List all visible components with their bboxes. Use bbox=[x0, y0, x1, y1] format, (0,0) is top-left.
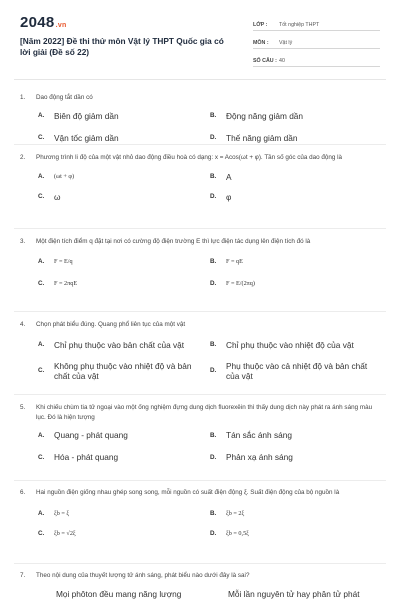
question-divider bbox=[14, 228, 386, 229]
exam-title: [Năm 2022] Đề thi thử môn Vật lý THPT Quốc gia có lời giải (Đề số 22) bbox=[20, 36, 224, 57]
option-label: D. bbox=[210, 453, 217, 461]
question-1 bbox=[20, 93, 382, 151]
meta-row-count bbox=[253, 52, 380, 67]
option-label: C. bbox=[38, 366, 45, 374]
option-text: Mỗi lần nguyên tử hay phân tử phát bbox=[228, 588, 360, 599]
question-text: Một điện tích điểm q đặt tại nơi có cường độ điện trường E thì lực điện tác dụng lên điện tích đó là bbox=[36, 238, 311, 245]
meta-key: SỐ CÂU : bbox=[253, 58, 277, 64]
question-text: Chọn phát biểu đúng. Quang phổ liên tục của một vật bbox=[36, 321, 186, 328]
question-2 bbox=[20, 153, 382, 212]
option-text: F = E/(2πq) bbox=[226, 279, 255, 287]
option-label: A. bbox=[38, 258, 45, 265]
meta-row-class bbox=[253, 16, 380, 31]
option-c[interactable] bbox=[38, 192, 203, 202]
question-number: 6. bbox=[20, 489, 26, 496]
option-a[interactable] bbox=[38, 111, 203, 121]
option-label: D. bbox=[210, 134, 217, 141]
option-label: A. bbox=[38, 431, 45, 439]
option-text: F = 2πqE bbox=[54, 279, 78, 287]
option-d[interactable] bbox=[210, 529, 375, 539]
header-divider bbox=[14, 79, 386, 80]
option-b[interactable] bbox=[228, 589, 393, 599]
logo-suffix: .vn bbox=[55, 22, 67, 29]
option-label: B. bbox=[210, 112, 217, 119]
option-text: F = E/q bbox=[54, 257, 73, 265]
option-label: B. bbox=[210, 341, 217, 348]
option-text: ω bbox=[54, 191, 61, 202]
answer-options bbox=[20, 257, 382, 297]
option-text: F = qE bbox=[226, 257, 243, 265]
option-label: A. bbox=[38, 173, 45, 180]
answer-options bbox=[20, 430, 382, 470]
option-b[interactable] bbox=[210, 172, 375, 182]
answer-options bbox=[20, 589, 382, 603]
option-label: C. bbox=[38, 453, 45, 461]
option-label: B. bbox=[210, 173, 217, 180]
option-b[interactable] bbox=[210, 111, 375, 121]
option-a[interactable] bbox=[38, 430, 203, 440]
option-d[interactable] bbox=[210, 192, 375, 202]
option-b[interactable] bbox=[210, 430, 375, 440]
question-4 bbox=[20, 320, 382, 392]
option-c[interactable] bbox=[38, 361, 203, 381]
option-b[interactable] bbox=[210, 340, 375, 350]
question-number: 2. bbox=[20, 154, 26, 161]
option-c[interactable] bbox=[38, 279, 203, 289]
option-label: B. bbox=[210, 258, 217, 265]
question-3 bbox=[20, 237, 382, 297]
option-label: A. bbox=[38, 341, 45, 348]
option-d[interactable] bbox=[210, 361, 375, 381]
option-b[interactable] bbox=[210, 509, 375, 519]
option-c[interactable] bbox=[38, 529, 203, 539]
answer-options bbox=[20, 340, 382, 392]
option-label: C. bbox=[38, 134, 45, 141]
question-stem bbox=[20, 153, 382, 163]
question-divider bbox=[14, 311, 386, 312]
question-text: Hai nguồn điện giống nhau ghép song song, mỗi nguồn có suất điện động ξ. Suất điện động của bộ nguồn là bbox=[36, 489, 340, 496]
option-c[interactable] bbox=[38, 452, 203, 462]
option-d[interactable] bbox=[210, 452, 375, 462]
option-label: A. bbox=[38, 510, 45, 517]
question-number: 1. bbox=[20, 94, 26, 101]
meta-value: Vật lý bbox=[279, 40, 293, 46]
option-text: Tán sắc ánh sáng bbox=[226, 430, 292, 440]
option-label: D. bbox=[210, 530, 217, 537]
question-stem bbox=[20, 237, 382, 247]
site-logo[interactable] bbox=[20, 14, 67, 31]
option-label: D. bbox=[210, 366, 217, 374]
question-divider bbox=[14, 563, 386, 564]
meta-value: Tốt nghiệp THPT bbox=[279, 22, 320, 28]
option-d[interactable] bbox=[210, 279, 375, 289]
option-text: Không phụ thuộc vào nhiệt độ và bản chất của vật bbox=[54, 360, 192, 381]
option-d[interactable] bbox=[210, 133, 375, 143]
document-header bbox=[20, 14, 380, 64]
option-label: C. bbox=[38, 530, 45, 537]
question-text: Khi chiếu chùm tia tử ngoại vào một ống nghiệm đựng dung dịch fluorexêin thì thấy dung dịch này phát ra ánh sáng màu lục. Đó là hiện tượng bbox=[36, 404, 373, 421]
question-stem bbox=[20, 320, 382, 330]
option-text: Quang - phát quang bbox=[54, 430, 128, 440]
question-6 bbox=[20, 488, 382, 549]
option-text: Thế năng giảm dần bbox=[226, 132, 298, 143]
option-text: Động năng giảm dần bbox=[226, 110, 304, 121]
option-text: Chỉ phụ thuộc vào nhiệt độ của vật bbox=[226, 339, 354, 350]
option-text: ξb = √2ξ bbox=[54, 529, 76, 537]
option-text: ξb = ξ bbox=[54, 509, 70, 517]
option-a[interactable] bbox=[38, 257, 203, 267]
exam-meta bbox=[253, 16, 380, 70]
option-label: C. bbox=[38, 193, 45, 200]
question-divider bbox=[14, 480, 386, 481]
question-text: Theo nội dung của thuyết lượng tử ánh sáng, phát biểu nào dưới đây là sai? bbox=[36, 572, 250, 579]
question-text: Dao động tắt dần có bbox=[36, 94, 93, 101]
meta-key: MÔN : bbox=[253, 40, 269, 46]
option-label: D. bbox=[210, 193, 217, 200]
option-label: A. bbox=[38, 112, 45, 119]
question-text: Phương trình li độ của một vật nhỏ dao động điều hoà có dạng: x = Acos(ωt + φ). Tần số góc của dao động là bbox=[36, 154, 343, 161]
question-5 bbox=[20, 403, 382, 470]
option-a[interactable] bbox=[38, 340, 203, 350]
answer-options bbox=[20, 172, 382, 212]
option-a[interactable] bbox=[38, 509, 203, 519]
question-number: 5. bbox=[20, 404, 26, 411]
option-label: B. bbox=[210, 510, 217, 517]
option-a[interactable] bbox=[38, 172, 203, 182]
option-label: D. bbox=[210, 280, 217, 287]
question-divider bbox=[14, 394, 386, 395]
option-text: Phản xạ ánh sáng bbox=[226, 452, 293, 462]
meta-row-subject bbox=[253, 34, 380, 49]
question-stem bbox=[20, 488, 382, 498]
option-text: ξb = 2ξ bbox=[226, 509, 245, 517]
meta-value: 40 bbox=[279, 58, 285, 64]
option-label: B. bbox=[210, 431, 217, 439]
question-7 bbox=[20, 571, 382, 603]
question-stem bbox=[20, 403, 382, 422]
option-a[interactable] bbox=[56, 589, 221, 599]
question-number: 7. bbox=[20, 572, 26, 579]
option-text: Chỉ phụ thuộc vào bản chất của vật bbox=[54, 339, 185, 350]
option-label: C. bbox=[38, 280, 45, 287]
question-stem bbox=[20, 93, 382, 103]
option-b[interactable] bbox=[210, 257, 375, 267]
question-stem bbox=[20, 571, 382, 581]
question-number: 4. bbox=[20, 321, 26, 328]
option-text: Hóa - phát quang bbox=[54, 452, 119, 462]
option-text: Phụ thuộc vào cả nhiệt độ và bản chất của vật bbox=[226, 360, 368, 381]
option-text: Biên độ giảm dần bbox=[54, 110, 119, 121]
option-text: ξb = 0,5ξ bbox=[226, 529, 249, 537]
option-text: (ωt + φ) bbox=[54, 172, 75, 180]
option-c[interactable] bbox=[38, 133, 203, 143]
option-text: Mọi phôton đều mang năng lượng bbox=[56, 588, 182, 599]
question-number: 3. bbox=[20, 238, 26, 245]
option-text: φ bbox=[226, 191, 232, 202]
meta-key: LỚP : bbox=[253, 22, 268, 28]
option-text: A bbox=[226, 171, 232, 182]
question-divider bbox=[14, 144, 386, 145]
option-text: Vận tốc giảm dần bbox=[54, 132, 119, 143]
logo-text: 2048 bbox=[20, 14, 55, 31]
answer-options bbox=[20, 509, 382, 549]
